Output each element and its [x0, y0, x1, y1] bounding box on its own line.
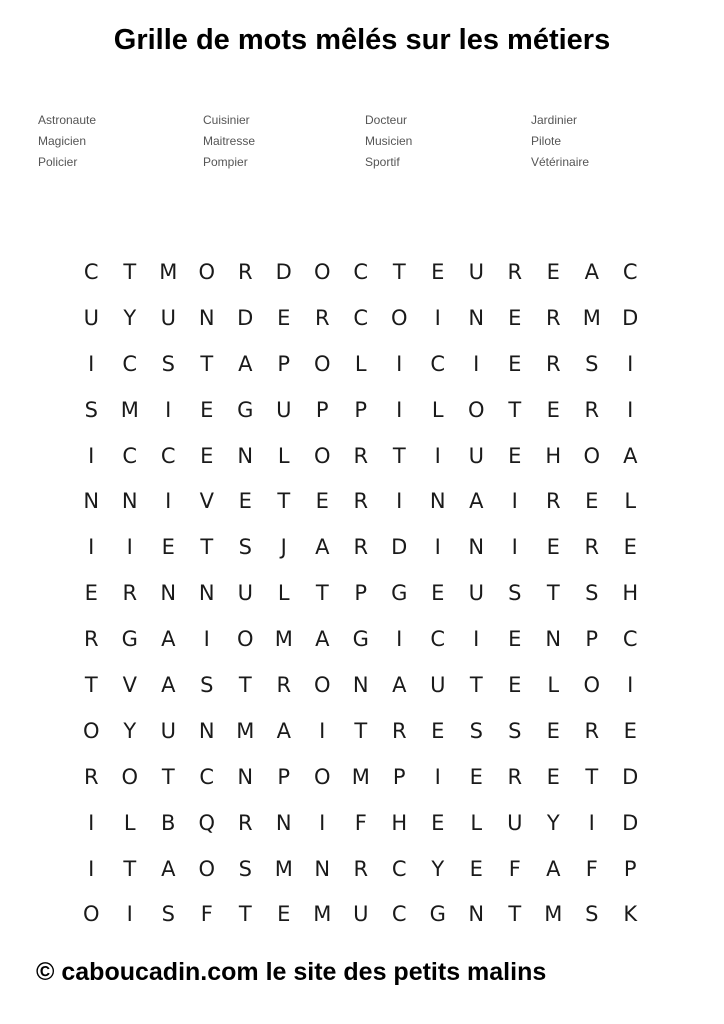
grid-letter: N	[468, 902, 485, 927]
word-list-item: Cuisinier	[203, 113, 250, 127]
grid-letter: V	[199, 489, 214, 514]
grid-letter: E	[585, 489, 599, 514]
grid-letter: R	[353, 443, 369, 468]
grid-letter: A	[392, 672, 407, 697]
grid-letter: S	[508, 581, 522, 606]
grid-letter: L	[624, 489, 637, 514]
grid-letter: B	[161, 810, 176, 835]
grid-letter: R	[584, 397, 600, 422]
grid-letter: M	[120, 397, 139, 422]
grid-letter: I	[434, 305, 441, 330]
grid-letter: M	[236, 718, 255, 743]
grid-letter: H	[545, 443, 562, 468]
grid-letter: C	[430, 627, 446, 652]
grid-letter: C	[122, 443, 138, 468]
grid-letter: I	[434, 443, 441, 468]
grid-letter: D	[237, 305, 254, 330]
grid-letter: F	[200, 902, 213, 927]
grid-letter: E	[546, 535, 560, 560]
grid-letter: Y	[123, 305, 137, 330]
word-search-grid	[72, 249, 650, 937]
grid-letter: E	[431, 718, 445, 743]
grid-letter: P	[315, 397, 329, 422]
grid-letter: E	[623, 718, 637, 743]
grid-letter: I	[588, 810, 595, 835]
grid-letter: N	[314, 856, 331, 881]
grid-letter: U	[507, 810, 523, 835]
grid-letter: D	[622, 305, 639, 330]
grid-letter: T	[123, 856, 137, 881]
grid-letter: P	[277, 764, 291, 789]
grid-letter: E	[161, 535, 175, 560]
grid-letter: A	[161, 672, 176, 697]
grid-letter: M	[351, 764, 370, 789]
grid-letter: E	[546, 259, 560, 284]
grid-letter: T	[392, 443, 406, 468]
grid-letter: L	[354, 351, 367, 376]
grid-letter: O	[583, 672, 601, 697]
grid-letter: N	[83, 489, 100, 514]
grid-letter: E	[431, 810, 445, 835]
grid-letter: E	[200, 443, 214, 468]
grid-letter: N	[545, 627, 562, 652]
grid-letter: Y	[431, 856, 445, 881]
grid-letter: C	[83, 259, 99, 284]
grid-letter: R	[353, 535, 369, 560]
grid-letter: N	[429, 489, 446, 514]
grid-letter: S	[469, 718, 483, 743]
grid-letter: R	[545, 489, 561, 514]
grid-letter: T	[585, 764, 599, 789]
grid-letter: U	[276, 397, 292, 422]
grid-letter: P	[585, 627, 599, 652]
grid-letter: E	[623, 535, 637, 560]
grid-letter: I	[396, 627, 403, 652]
grid-letter: I	[473, 351, 480, 376]
grid-letter: R	[276, 672, 292, 697]
grid-letter: P	[623, 856, 637, 881]
grid-letter: N	[352, 672, 369, 697]
grid-letter: S	[200, 672, 214, 697]
grid-letter: O	[313, 672, 331, 697]
grid-letter: N	[160, 581, 177, 606]
grid-letter: T	[546, 581, 560, 606]
grid-letter: N	[275, 810, 292, 835]
grid-letter: F	[585, 856, 598, 881]
grid-letter: S	[84, 397, 98, 422]
grid-letter: R	[507, 764, 523, 789]
grid-letter: T	[238, 902, 252, 927]
grid-letter: U	[468, 581, 484, 606]
grid-letter: S	[508, 718, 522, 743]
grid-letter: E	[84, 581, 98, 606]
grid-letter: L	[470, 810, 483, 835]
grid-letter: R	[545, 351, 561, 376]
grid-letter: M	[544, 902, 563, 927]
grid-letter: A	[315, 627, 330, 652]
grid-letter: S	[161, 351, 175, 376]
grid-letter: C	[391, 902, 407, 927]
grid-letter: I	[126, 535, 133, 560]
grid-letter: U	[468, 443, 484, 468]
grid-letter: G	[429, 902, 446, 927]
grid-letter: A	[276, 718, 291, 743]
grid-letter: U	[237, 581, 253, 606]
grid-letter: T	[161, 764, 175, 789]
word-list-item: Maitresse	[203, 134, 256, 148]
grid-letter: T	[277, 489, 291, 514]
grid-letter: V	[122, 672, 137, 697]
word-list-item: Vétérinaire	[531, 155, 590, 169]
grid-letter: I	[627, 397, 634, 422]
grid-letter: D	[622, 764, 639, 789]
grid-letter: A	[161, 856, 176, 881]
grid-letter: U	[160, 718, 176, 743]
grid-letter: Q	[198, 810, 216, 835]
grid-letter: E	[469, 856, 483, 881]
word-list-item: Docteur	[365, 113, 408, 127]
grid-letter: N	[237, 443, 254, 468]
grid-letter: O	[313, 764, 331, 789]
grid-letter: O	[198, 259, 216, 284]
grid-letter: I	[165, 397, 172, 422]
grid-letter: N	[198, 718, 215, 743]
word-list-item: Magicien	[38, 134, 87, 148]
grid-letter: T	[315, 581, 329, 606]
grid-letter: O	[198, 856, 216, 881]
grid-letter: O	[313, 351, 331, 376]
grid-letter: I	[203, 627, 210, 652]
grid-letter: I	[88, 810, 95, 835]
grid-letter: P	[392, 764, 406, 789]
grid-letter: E	[277, 902, 291, 927]
grid-letter: R	[237, 810, 253, 835]
grid-letter: P	[354, 581, 368, 606]
copyright-footer: © caboucadin.com le site des petits malins	[36, 958, 547, 986]
grid-letter: R	[584, 718, 600, 743]
grid-letter: S	[585, 581, 599, 606]
grid-letter: A	[469, 489, 484, 514]
grid-letter: F	[354, 810, 367, 835]
grid-letter: I	[88, 856, 95, 881]
grid-letter: S	[161, 902, 175, 927]
grid-letter: E	[277, 305, 291, 330]
grid-letter: E	[546, 718, 560, 743]
grid-letter: M	[582, 305, 601, 330]
grid-letter: L	[277, 581, 290, 606]
grid-letter: T	[354, 718, 368, 743]
grid-letter: C	[199, 764, 215, 789]
grid-letter: T	[200, 535, 214, 560]
grid-letter: M	[313, 902, 332, 927]
grid-letter: I	[88, 443, 95, 468]
grid-letter: R	[83, 627, 99, 652]
grid-letter: F	[508, 856, 521, 881]
grid-letter: G	[391, 581, 408, 606]
grid-letter: A	[238, 351, 253, 376]
grid-letter: E	[508, 672, 522, 697]
grid-letter: L	[277, 443, 290, 468]
grid-letter: E	[200, 397, 214, 422]
grid-letter: E	[431, 581, 445, 606]
word-list-item: Musicien	[365, 134, 413, 148]
grid-letter: D	[275, 259, 292, 284]
word-list	[38, 112, 718, 170]
grid-letter: U	[83, 305, 99, 330]
grid-letter: I	[434, 764, 441, 789]
page-title: Grille de mots mêlés sur les métiers	[113, 24, 611, 56]
grid-letter: O	[467, 397, 485, 422]
grid-letter: E	[508, 305, 522, 330]
grid-letter: T	[469, 672, 483, 697]
grid-letter: T	[392, 259, 406, 284]
grid-letter: N	[468, 305, 485, 330]
grid-letter: I	[473, 627, 480, 652]
grid-letter: O	[583, 443, 601, 468]
grid-letter: C	[353, 259, 369, 284]
grid-letter: R	[507, 259, 523, 284]
grid-letter: E	[431, 259, 445, 284]
grid-letter: T	[508, 902, 522, 927]
grid-letter: L	[431, 397, 444, 422]
grid-letter: P	[277, 351, 291, 376]
grid-letter: O	[313, 443, 331, 468]
grid-letter: R	[83, 764, 99, 789]
grid-letter: A	[584, 259, 599, 284]
grid-letter: E	[546, 397, 560, 422]
grid-letter: T	[200, 351, 214, 376]
grid-letter: Y	[546, 810, 560, 835]
grid-letter: I	[511, 489, 518, 514]
grid-letter: R	[353, 489, 369, 514]
grid-letter: I	[396, 397, 403, 422]
grid-letter: N	[198, 581, 215, 606]
grid-letter: K	[623, 902, 638, 927]
grid-letter: N	[237, 764, 254, 789]
grid-letter: M	[159, 259, 178, 284]
grid-letter: I	[627, 672, 634, 697]
grid-letter: E	[315, 489, 329, 514]
grid-letter: G	[352, 627, 369, 652]
grid-letter: Y	[123, 718, 137, 743]
grid-letter: G	[121, 627, 138, 652]
grid-letter: S	[585, 902, 599, 927]
grid-letter: R	[353, 856, 369, 881]
grid-letter: A	[315, 535, 330, 560]
grid-letter: S	[585, 351, 599, 376]
grid-letter: A	[546, 856, 561, 881]
grid-letter: H	[391, 810, 408, 835]
grid-letter: R	[122, 581, 138, 606]
grid-letter: J	[280, 535, 287, 560]
grid-letter: M	[274, 856, 293, 881]
word-list-item: Sportif	[365, 155, 400, 169]
grid-letter: E	[238, 489, 252, 514]
grid-letter: I	[396, 489, 403, 514]
grid-letter: C	[160, 443, 176, 468]
grid-letter: P	[354, 397, 368, 422]
grid-letter: I	[165, 489, 172, 514]
grid-letter: D	[391, 535, 408, 560]
grid-letter: R	[237, 259, 253, 284]
grid-letter: I	[88, 351, 95, 376]
grid-letter: I	[319, 810, 326, 835]
grid-letter: I	[126, 902, 133, 927]
grid-letter: E	[469, 764, 483, 789]
grid-letter: E	[508, 627, 522, 652]
word-list-item: Policier	[38, 155, 78, 169]
grid-letter: U	[353, 902, 369, 927]
grid-letter: L	[547, 672, 560, 697]
grid-letter: U	[160, 305, 176, 330]
grid-letter: M	[274, 627, 293, 652]
grid-letter: D	[622, 810, 639, 835]
grid-letter: C	[353, 305, 369, 330]
grid-letter: T	[84, 672, 98, 697]
grid-letter: R	[314, 305, 330, 330]
grid-letter: O	[236, 627, 254, 652]
grid-letter: L	[123, 810, 136, 835]
grid-letter: C	[391, 856, 407, 881]
grid-letter: N	[121, 489, 138, 514]
grid-letter: S	[238, 856, 252, 881]
grid-letter: T	[508, 397, 522, 422]
grid-letter: G	[237, 397, 254, 422]
grid-letter: I	[627, 351, 634, 376]
grid-letter: R	[584, 535, 600, 560]
grid-letter: O	[82, 718, 100, 743]
grid-letter: E	[546, 764, 560, 789]
grid-letter: C	[122, 351, 138, 376]
grid-letter: E	[508, 443, 522, 468]
grid-letter: E	[508, 351, 522, 376]
grid-letter: I	[319, 718, 326, 743]
grid-letter: A	[161, 627, 176, 652]
word-list-item: Pompier	[203, 155, 248, 169]
grid-letter: I	[511, 535, 518, 560]
grid-letter: O	[390, 305, 408, 330]
grid-letter: I	[434, 535, 441, 560]
grid-letter: T	[238, 672, 252, 697]
word-list-item: Astronaute	[38, 113, 97, 127]
grid-letter: U	[430, 672, 446, 697]
grid-letter: S	[238, 535, 252, 560]
grid-letter: C	[430, 351, 446, 376]
grid-letter: N	[468, 535, 485, 560]
grid-letter: O	[313, 259, 331, 284]
grid-letter: T	[123, 259, 137, 284]
grid-letter: U	[468, 259, 484, 284]
grid-letter: O	[82, 902, 100, 927]
grid-letter: C	[622, 627, 638, 652]
grid-letter: C	[622, 259, 638, 284]
grid-letter: I	[88, 535, 95, 560]
grid-letter: R	[545, 305, 561, 330]
grid-letter: I	[396, 351, 403, 376]
grid-letter: R	[391, 718, 407, 743]
grid-letter: A	[623, 443, 638, 468]
grid-letter: O	[121, 764, 139, 789]
word-list-item: Jardinier	[531, 113, 578, 127]
grid-letter: H	[622, 581, 639, 606]
word-list-item: Pilote	[531, 134, 562, 148]
grid-letter: N	[198, 305, 215, 330]
